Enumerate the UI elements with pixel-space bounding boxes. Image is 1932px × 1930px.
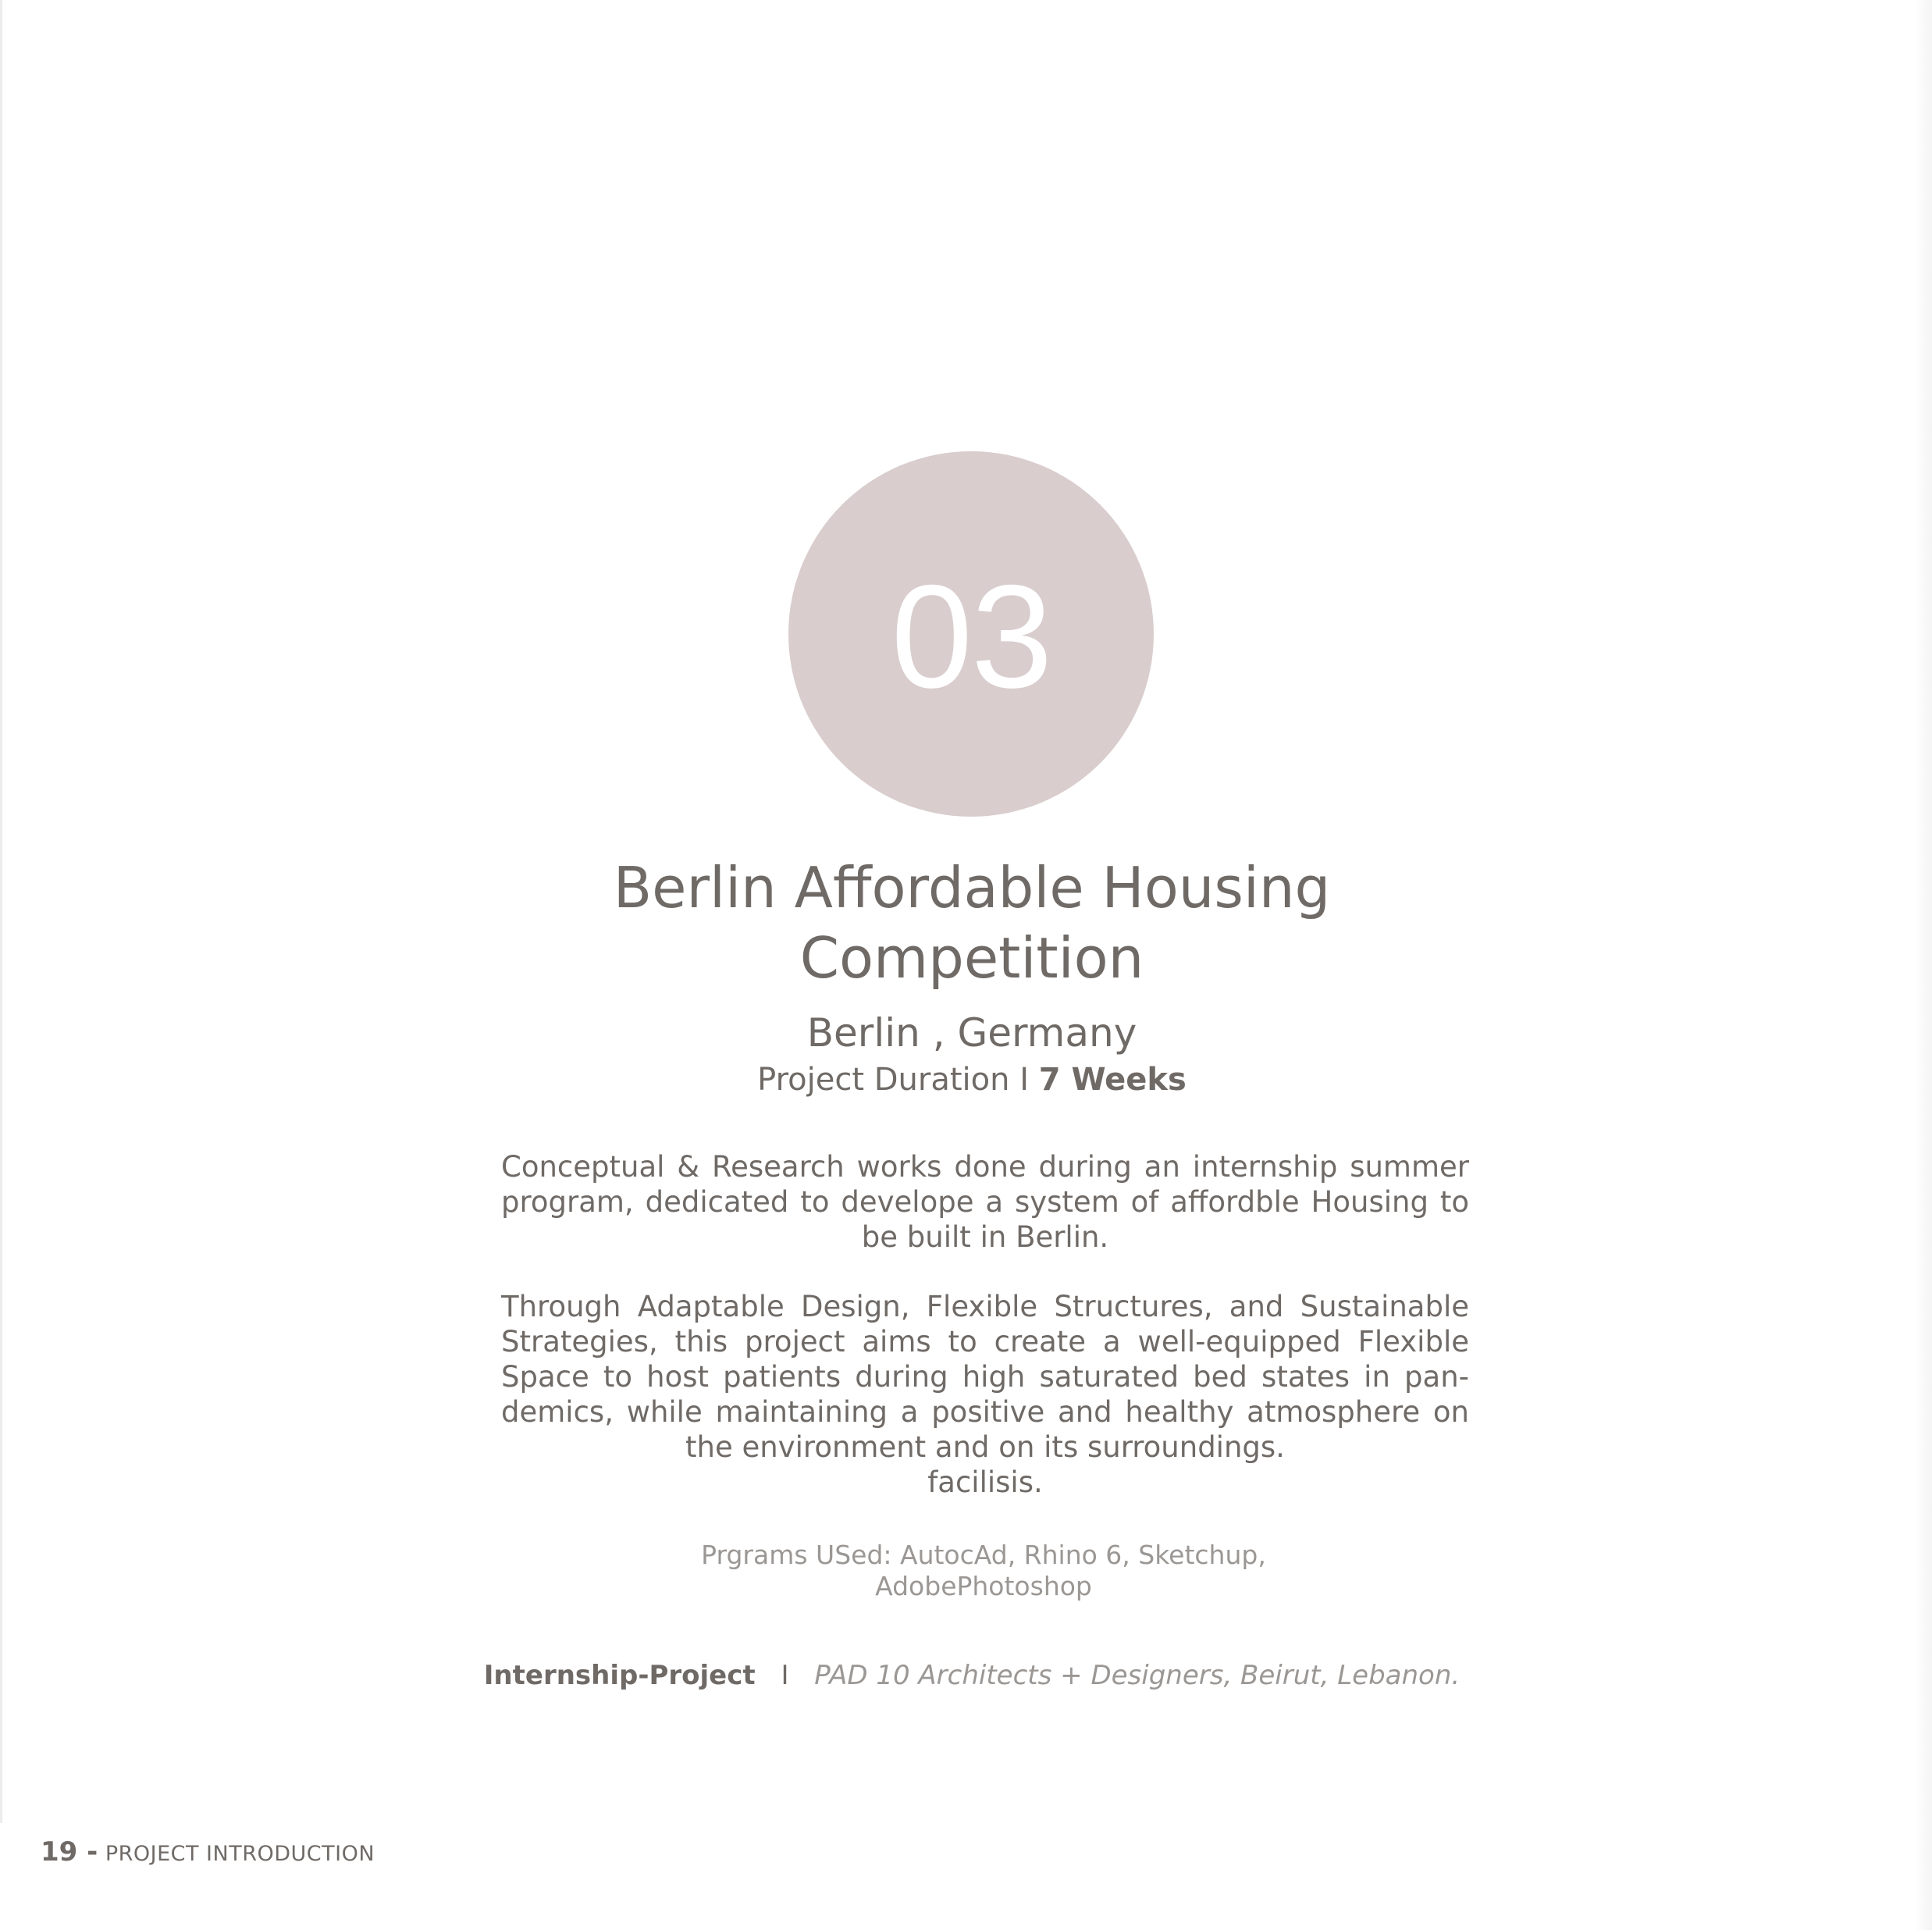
project-title: Berlin Affordable Housing Competition — [613, 855, 1331, 991]
description-paragraph-1: Conceptual & Research works done during an internship summer program, dedicated to develope a system of affordble Housing to be built in Berlin. — [501, 1150, 1469, 1254]
project-location: Berlin , Germany — [806, 1010, 1137, 1056]
credit-separator: I — [781, 1660, 789, 1691]
section-title: PROJECT INTRODUCTION — [105, 1842, 375, 1866]
programs-line-2: AdobePhotoshop — [875, 1571, 1092, 1601]
programs-line-1: Prgrams USed: AutocAd, Rhino 6, Sketchup, — [701, 1540, 1266, 1570]
page-footer — [41, 1836, 375, 1870]
duration-label: Project Duration I — [757, 1062, 1029, 1098]
duration-value: 7 Weeks — [1038, 1062, 1187, 1098]
project-credit — [468, 1658, 1475, 1693]
page-number: 19 - — [41, 1836, 98, 1868]
project-kind: Internship-Project — [483, 1660, 756, 1691]
description-paragraph-2: Through Adaptable Design, Flexible Structures, and Sustainable Strategies, this project aims to create a well-equipped Flexible Space to host patients during high saturated bed states in pan-demics, while maintaining a positive and healthy atmosphere on the environment and on its surroundings. — [501, 1290, 1469, 1464]
project-number-badge — [788, 451, 1154, 817]
project-firm: PAD 10 Architects + Designers, Beirut, Lebanon. — [814, 1660, 1461, 1691]
description-trailing-text: facilisis. — [927, 1465, 1043, 1499]
programs-used — [648, 1540, 1319, 1602]
page-edge-right — [1915, 0, 1932, 1930]
page-edge-left — [0, 0, 2, 1823]
project-duration — [546, 1059, 1397, 1101]
project-number: 03 — [891, 554, 1051, 718]
